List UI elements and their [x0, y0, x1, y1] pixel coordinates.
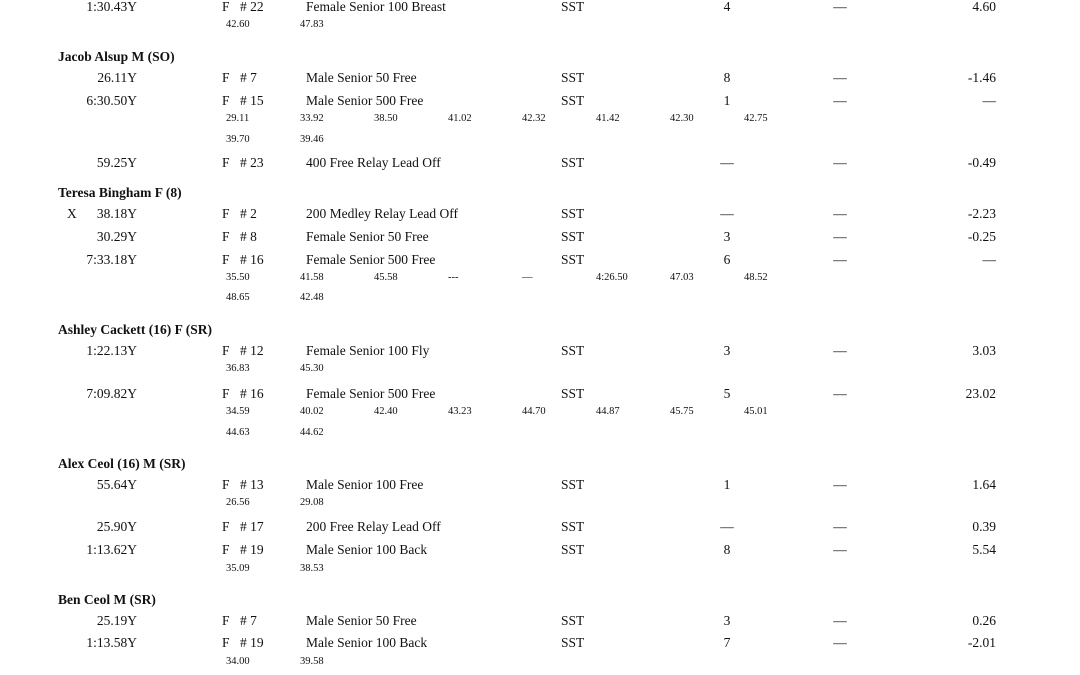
swim-time: 1:22.13Y [86, 343, 137, 358]
time-difference: 3.03 [972, 343, 996, 358]
event-name: Male Senior 100 Back [306, 542, 428, 557]
event-number: # 8 [240, 229, 257, 244]
time-difference: -2.23 [967, 206, 996, 221]
points-dash: — [833, 519, 847, 534]
event-number: # 7 [240, 613, 257, 628]
event-flag: F [222, 155, 230, 170]
split-time: 45.01 [744, 406, 768, 417]
swim-time: 38.18Y [96, 206, 137, 221]
event-name: Female Senior 500 Free [306, 252, 436, 267]
split-time: 26.56 [226, 497, 250, 508]
swim-time: 1:30.43Y [86, 0, 137, 14]
points-dash: — [833, 613, 847, 628]
event-flag: F [222, 477, 230, 492]
place: 8 [723, 70, 731, 85]
event-number: # 13 [240, 477, 264, 492]
points-dash: — [833, 0, 847, 14]
split-time: 44.63 [226, 427, 250, 438]
standard: SST [561, 252, 585, 267]
points-dash: — [833, 206, 847, 221]
split-time: 42.60 [226, 19, 250, 30]
time-difference: 4.60 [972, 0, 996, 14]
split-time: — [522, 272, 533, 283]
event-flag: F [222, 635, 230, 650]
event-number: # 7 [240, 70, 257, 85]
points-dash: — [833, 542, 847, 557]
swim-time: 26.11Y [97, 70, 137, 85]
split-time: 42.40 [374, 406, 398, 417]
split-time: 42.30 [670, 113, 694, 124]
swimmer-name: Ben Ceol M (SR) [58, 592, 156, 607]
swim-time: 30.29Y [96, 229, 137, 244]
swimmer-name: Alex Ceol (16) M (SR) [58, 456, 186, 471]
standard: SST [561, 206, 585, 221]
event-number: # 16 [240, 252, 264, 267]
place: 7 [723, 635, 731, 650]
standard: SST [561, 93, 585, 108]
event-flag: F [222, 206, 230, 221]
place: — [720, 155, 734, 170]
split-time: 35.09 [226, 563, 250, 574]
standard: SST [561, 613, 585, 628]
points-dash: — [833, 386, 847, 401]
swimmer-name: Ashley Cackett (16) F (SR) [58, 322, 212, 337]
event-name: Male Senior 500 Free [306, 93, 424, 108]
place: — [720, 519, 734, 534]
split-time: 4:26.50 [596, 272, 628, 283]
standard: SST [561, 343, 585, 358]
points-dash: — [833, 229, 847, 244]
split-time: --- [448, 272, 459, 283]
event-flag: F [222, 252, 230, 267]
swim-time: 1:13.58Y [86, 635, 137, 650]
points-dash: — [833, 343, 847, 358]
split-time: 45.75 [670, 406, 694, 417]
split-time: 42.75 [744, 113, 768, 124]
split-time: 35.50 [226, 272, 250, 283]
place: 4 [723, 0, 731, 14]
event-name: Female Senior 100 Breast [306, 0, 446, 14]
standard: SST [561, 519, 585, 534]
event-flag: F [222, 343, 230, 358]
split-time: 42.48 [300, 292, 324, 303]
split-time: 48.52 [744, 272, 768, 283]
event-flag: F [222, 93, 230, 108]
standard: SST [561, 70, 585, 85]
split-time: 45.58 [374, 272, 398, 283]
split-time: 48.65 [226, 292, 250, 303]
event-flag: F [222, 70, 230, 85]
swim-time: 25.19Y [96, 613, 137, 628]
time-difference: 1.64 [972, 477, 996, 492]
event-number: # 22 [240, 0, 264, 14]
event-name: Male Senior 50 Free [306, 613, 417, 628]
split-time: 38.50 [374, 113, 398, 124]
points-dash: — [833, 477, 847, 492]
event-name: 200 Free Relay Lead Off [306, 519, 441, 534]
split-time: 34.59 [226, 406, 250, 417]
points-dash: — [833, 93, 847, 108]
swimmer-name: Teresa Bingham F (8) [58, 185, 182, 200]
split-time: 29.11 [226, 113, 250, 124]
split-time: 40.02 [300, 406, 324, 417]
event-number: # 16 [240, 386, 264, 401]
split-time: 43.23 [448, 406, 472, 417]
split-time: 39.70 [226, 134, 250, 145]
split-time: 42.32 [522, 113, 546, 124]
event-name: 400 Free Relay Lead Off [306, 155, 441, 170]
points-dash: — [833, 252, 847, 267]
event-name: 200 Medley Relay Lead Off [306, 206, 458, 221]
standard: SST [561, 155, 585, 170]
swim-time: 7:09.82Y [86, 386, 137, 401]
place: 6 [723, 252, 731, 267]
time-difference: 0.26 [972, 613, 996, 628]
time-difference: 23.02 [965, 386, 996, 401]
event-flag: F [222, 542, 230, 557]
split-time: 41.58 [300, 272, 324, 283]
swim-time: 25.90Y [96, 519, 137, 534]
time-difference: — [982, 93, 996, 108]
event-number: # 23 [240, 155, 264, 170]
event-flag: F [222, 519, 230, 534]
time-difference: -0.25 [967, 229, 996, 244]
split-time: 34.00 [226, 656, 250, 667]
place: 3 [723, 613, 731, 628]
swim-time: 7:33.18Y [86, 252, 137, 267]
event-number: # 19 [240, 542, 264, 557]
event-number: # 19 [240, 635, 264, 650]
event-name: Male Senior 50 Free [306, 70, 417, 85]
standard: SST [561, 477, 585, 492]
event-name: Female Senior 50 Free [306, 229, 429, 244]
place: — [720, 206, 734, 221]
place: 3 [723, 343, 731, 358]
swim-time: 1:13.62Y [86, 542, 137, 557]
event-number: # 17 [240, 519, 264, 534]
place: 8 [723, 542, 731, 557]
event-number: # 12 [240, 343, 264, 358]
split-time: 41.42 [596, 113, 620, 124]
time-difference: — [982, 252, 996, 267]
standard: SST [561, 0, 585, 14]
swim-time: 59.25Y [96, 155, 137, 170]
swim-time: 55.64Y [96, 477, 137, 492]
split-time: 45.30 [300, 363, 324, 374]
split-time: 47.03 [670, 272, 694, 283]
event-flag: F [222, 613, 230, 628]
standard: SST [561, 386, 585, 401]
split-time: 29.08 [300, 497, 324, 508]
split-time: 44.87 [596, 406, 620, 417]
points-dash: — [833, 70, 847, 85]
event-name: Female Senior 500 Free [306, 386, 436, 401]
event-number: # 15 [240, 93, 264, 108]
time-difference: -1.46 [967, 70, 996, 85]
standard: SST [561, 635, 585, 650]
event-flag: F [222, 0, 230, 14]
points-dash: — [833, 635, 847, 650]
swimmer-name: Jacob Alsup M (SO) [58, 49, 175, 64]
split-time: 44.70 [522, 406, 546, 417]
standard: SST [561, 542, 585, 557]
event-number: # 2 [240, 206, 257, 221]
event-flag: F [222, 229, 230, 244]
points-dash: — [833, 155, 847, 170]
time-difference: 5.54 [972, 542, 996, 557]
event-name: Male Senior 100 Back [306, 635, 428, 650]
time-difference: -0.49 [967, 155, 996, 170]
split-time: 39.46 [300, 134, 324, 145]
split-time: 36.83 [226, 363, 250, 374]
place: 1 [723, 477, 731, 492]
place: 1 [723, 93, 731, 108]
event-name: Male Senior 100 Free [306, 477, 424, 492]
place: 5 [723, 386, 731, 401]
exhibition-marker: X [67, 206, 77, 221]
split-time: 39.58 [300, 656, 324, 667]
swim-time: 6:30.50Y [86, 93, 137, 108]
place: 3 [723, 229, 731, 244]
standard: SST [561, 229, 585, 244]
split-time: 47.83 [300, 19, 324, 30]
time-difference: 0.39 [972, 519, 996, 534]
split-time: 41.02 [448, 113, 472, 124]
split-time: 33.92 [300, 113, 324, 124]
event-flag: F [222, 386, 230, 401]
event-name: Female Senior 100 Fly [306, 343, 430, 358]
split-time: 38.53 [300, 563, 324, 574]
time-difference: -2.01 [967, 635, 996, 650]
split-time: 44.62 [300, 427, 324, 438]
